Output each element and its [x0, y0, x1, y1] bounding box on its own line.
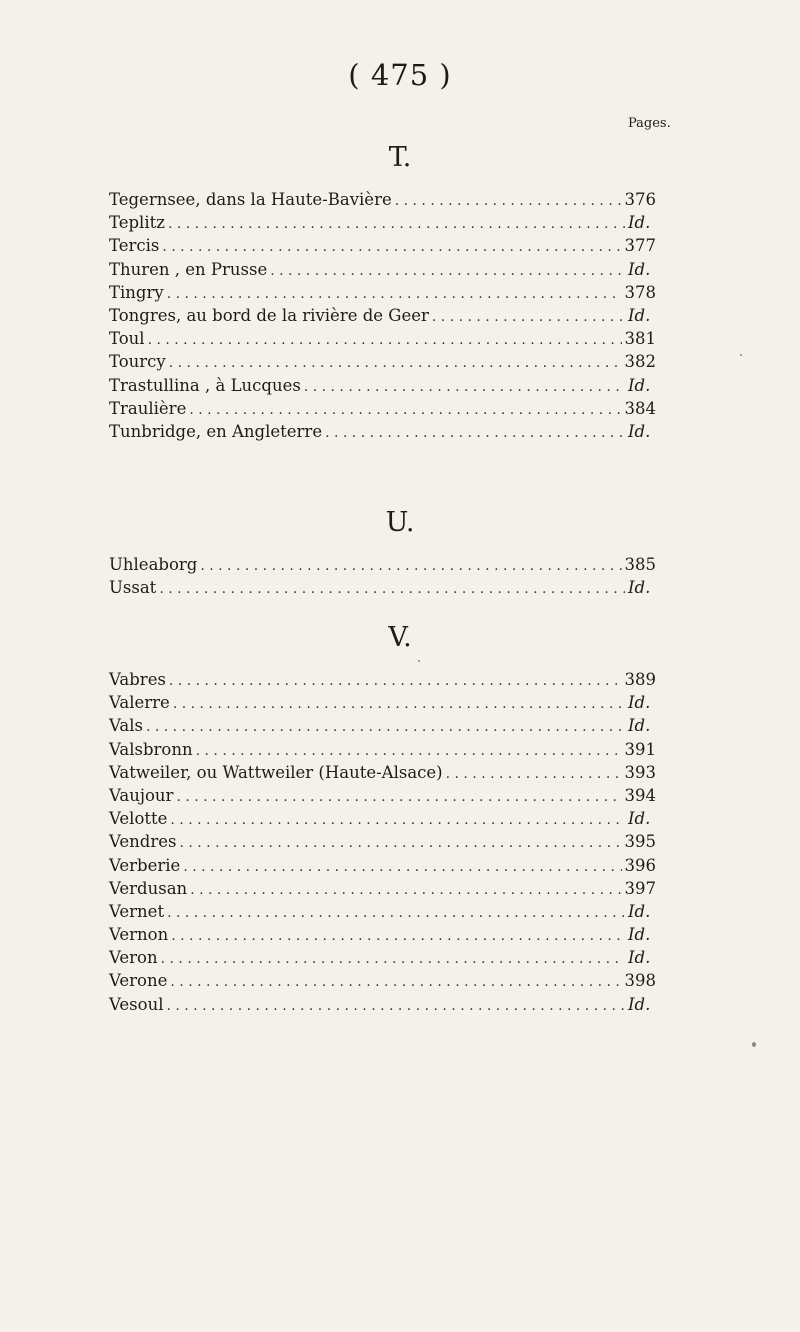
- entry-page: Id.: [628, 213, 651, 233]
- entry-name: Vaujour: [109, 785, 174, 805]
- dot-leader: [166, 995, 625, 1014]
- index-entry: [109, 763, 656, 786]
- paper-speck: [752, 1042, 756, 1047]
- dot-leader: [167, 283, 622, 302]
- entry-page: Id.: [628, 693, 651, 713]
- index-entry: [109, 948, 656, 971]
- dot-leader: [169, 352, 622, 371]
- entry-page: 389: [624, 670, 656, 689]
- entry-name: Toul: [109, 329, 145, 349]
- index-entry: [109, 925, 656, 948]
- entry-page: 378: [624, 282, 656, 302]
- entry-name: Verberie: [109, 855, 181, 875]
- section-u-entries: [109, 555, 656, 601]
- entry-name: Traulière: [109, 398, 187, 418]
- index-entry: [109, 971, 656, 994]
- index-entry: [109, 902, 656, 925]
- entry-page: 394: [624, 785, 656, 805]
- entry-page: 384: [624, 398, 656, 418]
- entry-name: Tercis: [109, 236, 160, 256]
- entry-name: Teplitz: [109, 213, 165, 233]
- dot-leader: [146, 716, 625, 735]
- dot-leader: [304, 376, 625, 395]
- entry-name: Velotte: [109, 809, 168, 829]
- entry-page: 381: [624, 329, 656, 349]
- entry-page: Id.: [628, 375, 651, 395]
- index-entry: [109, 786, 656, 809]
- entry-name: Vernet: [109, 901, 165, 921]
- dot-leader: [179, 832, 621, 851]
- entry-name: Valerre: [109, 693, 170, 713]
- index-entry: [109, 693, 656, 716]
- dot-leader: [325, 422, 625, 441]
- dot-leader: [395, 190, 622, 209]
- entry-name: Vernon: [109, 925, 169, 945]
- entry-page: Id.: [628, 948, 651, 968]
- index-entry: [109, 190, 656, 213]
- dot-leader: [168, 213, 625, 232]
- dot-leader: [170, 809, 625, 828]
- index-entry: [109, 236, 656, 259]
- entry-name: Valsbronn: [109, 739, 193, 759]
- entry-name: Verdusan: [109, 878, 188, 898]
- index-entry: [109, 422, 656, 445]
- index-entry: [109, 716, 656, 739]
- section-heading-v: V.: [388, 622, 412, 653]
- dot-leader: [173, 693, 625, 712]
- dot-leader: [432, 306, 625, 325]
- entry-name: Ussat: [109, 578, 157, 598]
- entry-name: Vabres: [109, 670, 166, 689]
- paper-speck: [740, 354, 742, 356]
- dot-leader: [196, 740, 622, 759]
- section-t-entries: [109, 190, 656, 445]
- entry-name: Tegernsee, dans la Haute-Bavière: [109, 190, 392, 209]
- dot-leader: [162, 236, 621, 255]
- entry-page: Id.: [628, 421, 651, 441]
- paper-speck: [418, 660, 420, 662]
- pages-column-label: Pages.: [628, 116, 671, 131]
- entry-page: Id.: [628, 716, 651, 736]
- index-entry: [109, 352, 656, 375]
- index-entry: [109, 670, 656, 693]
- entry-page: 385: [624, 555, 656, 574]
- entry-page: 395: [624, 832, 656, 852]
- index-entry: [109, 399, 656, 422]
- entry-page: 377: [624, 236, 656, 256]
- entry-page: 393: [624, 762, 656, 782]
- entry-page: 382: [624, 352, 656, 372]
- index-entry: [109, 832, 656, 855]
- entry-page: Id.: [628, 925, 651, 945]
- dot-leader: [171, 925, 625, 944]
- dot-leader: [159, 578, 625, 597]
- entry-page: Id.: [628, 809, 651, 829]
- index-entry: [109, 283, 656, 306]
- entry-name: Uhleaborg: [109, 555, 198, 574]
- index-entry: [109, 329, 656, 352]
- dot-leader: [170, 971, 621, 990]
- index-entry: [109, 809, 656, 832]
- dot-leader: [169, 670, 622, 689]
- entry-name: Tourcy: [109, 352, 166, 372]
- dot-leader: [189, 399, 621, 418]
- index-entry: [109, 879, 656, 902]
- index-entry: [109, 306, 656, 329]
- entry-page: Id.: [628, 901, 651, 921]
- entry-name: Tingry: [109, 282, 164, 302]
- entry-page: 396: [624, 855, 656, 875]
- entry-name: Tunbridge, en Angleterre: [109, 421, 323, 441]
- index-entry: [109, 856, 656, 879]
- section-v-entries: [109, 670, 656, 1018]
- index-entry: [109, 555, 656, 578]
- entry-name: Vals: [109, 716, 143, 736]
- entry-name: Thuren , en Prusse: [109, 259, 268, 279]
- entry-name: Tongres, au bord de la rivière de Geer: [109, 305, 429, 325]
- index-entry: [109, 213, 656, 236]
- index-entry: [109, 740, 656, 763]
- entry-name: Verone: [109, 971, 168, 991]
- dot-leader: [167, 902, 625, 921]
- dot-leader: [176, 786, 621, 805]
- entry-page: Id.: [628, 305, 651, 325]
- index-entry: [109, 376, 656, 399]
- section-heading-t: T.: [388, 142, 412, 173]
- entry-page: 397: [624, 878, 656, 898]
- entry-page: 398: [624, 971, 656, 991]
- entry-page: Id.: [628, 259, 651, 279]
- dot-leader: [190, 879, 621, 898]
- entry-page: 391: [624, 739, 656, 759]
- dot-leader: [148, 329, 622, 348]
- entry-name: Veron: [109, 948, 158, 968]
- index-entry: [109, 578, 656, 601]
- dot-leader: [446, 763, 622, 782]
- entry-page: Id.: [628, 994, 651, 1014]
- dot-leader: [161, 948, 625, 967]
- entry-name: Vatweiler, ou Wattweiler (Haute-Alsace): [109, 762, 443, 782]
- dot-leader: [270, 260, 625, 279]
- index-entry: [109, 995, 656, 1018]
- entry-page: Id.: [628, 578, 651, 598]
- dot-leader: [200, 555, 621, 574]
- entry-name: Vendres: [109, 832, 177, 852]
- page-number: ( 475 ): [348, 58, 452, 92]
- entry-name: Vesoul: [109, 994, 164, 1014]
- section-heading-u: U.: [385, 507, 415, 538]
- dot-leader: [183, 856, 621, 875]
- index-entry: [109, 260, 656, 283]
- entry-page: 376: [624, 190, 656, 209]
- entry-name: Trastullina , à Lucques: [109, 375, 301, 395]
